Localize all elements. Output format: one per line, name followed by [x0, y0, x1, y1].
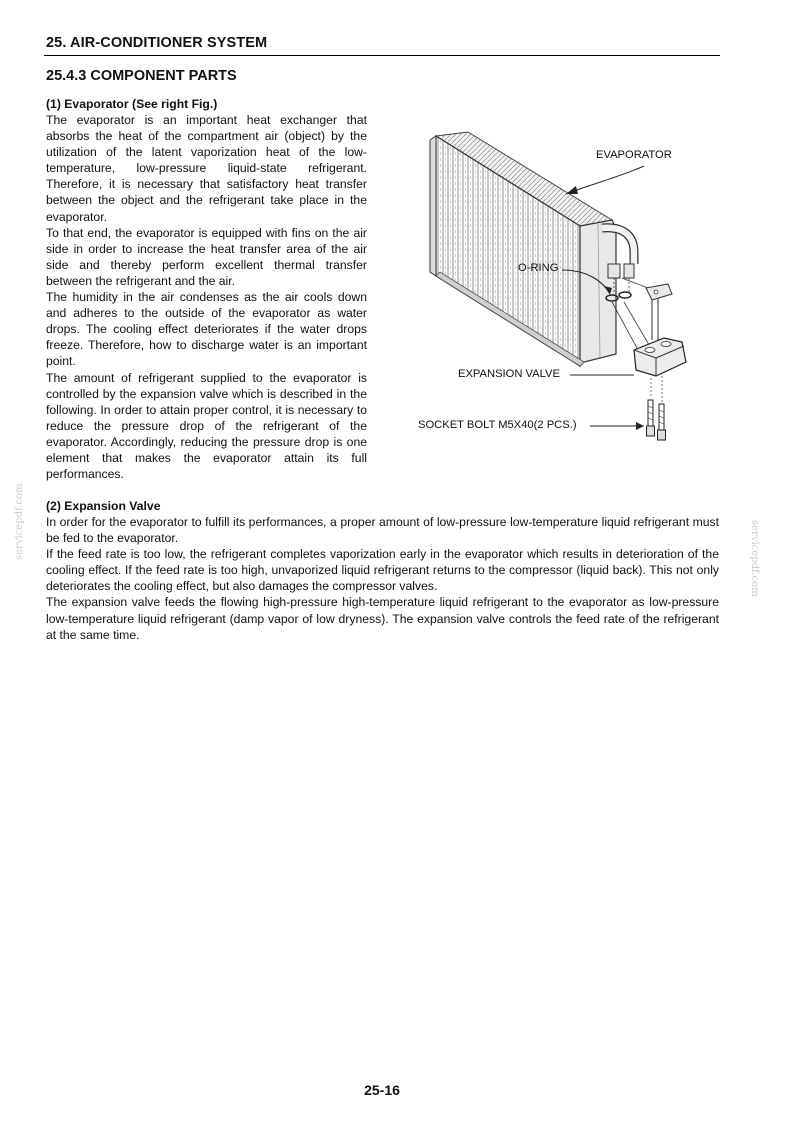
socket-bolt-label: SOCKET BOLT M5X40(2 PCS.): [418, 419, 577, 431]
watermark-right: servicepdf.com: [749, 520, 760, 597]
evaporator-heading: (1) Evaporator (See right Fig.): [46, 97, 218, 111]
evaporator-paragraph-2: To that end, the evaporator is equipped with fins on the air side in order to increase the heat transfer area of the air side and thereby perform excellent thermal transfer between the refrigerant and the air.: [46, 225, 367, 288]
expansion-valve-paragraph-1: In order for the evaporator to fulfill its performances, a proper amount of low-pressure low-temperature liquid refrigerant must be fed to the evaporator.: [46, 515, 719, 546]
page-number: 25-16: [364, 1082, 400, 1098]
chapter-title: 25. AIR-CONDITIONER SYSTEM: [46, 35, 268, 51]
evaporator-leader: [566, 166, 644, 194]
expansion-valve-paragraph-3: The expansion valve feeds the flowing high-pressure high-temperature liquid refrigerant to the evaporator as low-pressure low-temperature liquid refrigerant (damp vapor of low dryness). The expansion valve controls the feed rate of the refrigerant at the same time.: [46, 595, 719, 642]
evaporator-paragraph-1: The evaporator is an important heat exchanger that absorbs the heat of the compartment air (object) by the utilization of the latent vaporization heat of the low-temperature, low-pressure liquid-state refrigerant. Therefore, it is necessary that satisfactory heat transfer between the object and the refrigerant take place in the evaporator.: [46, 113, 367, 224]
evaporator-side-tank: [430, 136, 436, 276]
expansion-valve-section: [46, 498, 719, 643]
watermark-left: servicepdf.com: [14, 483, 25, 560]
header-rule: [44, 55, 720, 56]
o-ring-label: O-RING: [518, 262, 559, 274]
evaporator-paragraph-3: The humidity in the air condenses as the air cools down and adheres to the outside of the evaporator as water drops. The cooling effect deteriorates if the water drops freeze. Therefore, how to discharge water is an important point.: [46, 290, 367, 369]
expansion-valve-block: [634, 338, 686, 376]
evaporator-section: [46, 96, 367, 482]
evaporator-label: EVAPORATOR: [596, 149, 672, 161]
socket-bolt-2: [658, 404, 666, 440]
o-ring-2: [619, 292, 631, 298]
valve-plate: [646, 284, 672, 300]
evaporator-paragraph-4: The amount of refrigerant supplied to the evaporator is controlled by the expansion valve which is described in the following. In order to attain proper control, it is necessary to reduce the pressure drop of the refrigerant of the evaporator. Accordingly, reducing the pressure drop is one element that makes the evaporator attain its full performances.: [46, 370, 367, 482]
evaporator-figure: [412, 128, 712, 448]
expansion-valve-paragraph-2: If the feed rate is too low, the refrigerant completes vaporization early in the evaporator which results in deterioration of the cooling effect. If the feed rate is too high, unvaporized liquid refrigerant returns to the compressor (liquid back). This not only deteriorates the cooling effect, but also damages the compressor valves.: [46, 547, 719, 594]
socket-bolt-1: [647, 400, 655, 436]
evaporator-diagram: [412, 128, 712, 448]
expansion-valve-heading: (2) Expansion Valve: [46, 499, 161, 513]
expansion-valve-label: EXPANSION VALVE: [458, 368, 560, 380]
section-title: 25.4.3 COMPONENT PARTS: [46, 68, 237, 84]
